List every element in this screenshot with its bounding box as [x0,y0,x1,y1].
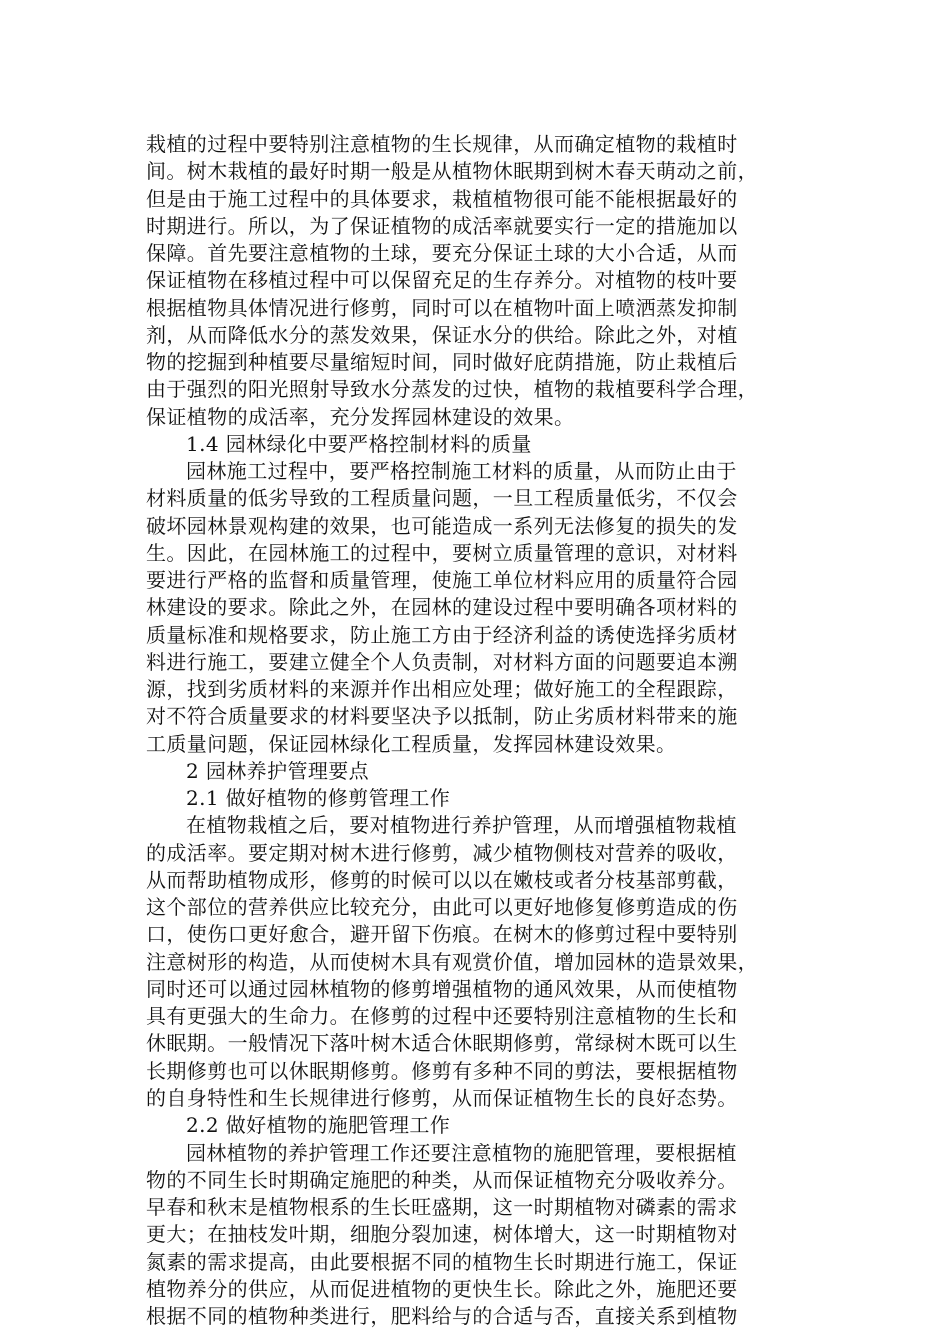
paragraph-line: 保证植物在移植过程中可以保留充足的生存养分。对植物的枝叶要 [146,268,738,293]
paragraph-line: 源，找到劣质材料的来源并作出相应处理；做好施工的全程跟踪， [146,677,738,702]
paragraph-line: 材料质量的低劣导致的工程质量问题，一旦工程质量低劣，不仅会 [146,486,738,511]
paragraph-line: 但是由于施工过程中的具体要求，栽植植物很可能不能根据最好的 [146,186,738,211]
paragraph-line: 栽植的过程中要特别注意植物的生长规律，从而确定植物的栽植时 [146,132,738,156]
paragraph-line: 由于强烈的阳光照射导致水分蒸发的过快，植物的栽植要科学合理， [146,377,758,402]
section-heading-1-4: 1.4 园林绿化中要严格控制材料的质量 [186,431,532,456]
paragraph-line: 剂，从而降低水分的蒸发效果，保证水分的供给。除此之外，对植 [146,322,738,347]
section-heading-2-1: 2.1 做好植物的修剪管理工作 [186,786,451,811]
paragraph-line: 生。因此，在园林施工的过程中，要树立质量管理的意识，对材料 [146,540,738,565]
paragraph-line: 长期修剪也可以休眠期修剪。修剪有多种不同的剪法，要根据植物 [146,1058,738,1083]
paragraph-line: 保障。首先要注意植物的土球，要充分保证土球的大小合适，从而 [146,241,738,265]
paragraph-line: 休眠期。一般情况下落叶树木适合休眠期修剪，常绿树木既可以生 [146,1031,738,1056]
paragraph-line: 保证植物的成活率，充分发挥园林建设的效果。 [146,404,575,429]
paragraph-line: 时期进行。所以，为了保证植物的成活率就要实行一定的措施加以 [146,213,738,238]
paragraph-line: 植物养分的供应，从而促进植物的更快生长。除此之外，施肥还要 [146,1276,738,1301]
paragraph-line: 这个部位的营养供应比较充分，由此可以更好地修复修剪造成的伤 [146,895,738,920]
section-heading-2: 2 园林养护管理要点 [186,758,370,783]
paragraph-line: 根据植物具体情况进行修剪，同时可以在植物叶面上喷洒蒸发抑制 [146,295,738,320]
paragraph-line: 间。树木栽植的最好时期一般是从植物休眠期到树木春天萌动之前， [146,159,758,184]
paragraph-line: 工质量问题，保证园林绿化工程质量，发挥园林建设效果。 [146,731,677,756]
paragraph-line: 注意树形的构造，从而使树木具有观赏价值，增加园林的造景效果， [146,949,758,974]
paragraph-line: 要进行严格的监督和质量管理，使施工单位材料应用的质量符合园 [146,568,738,593]
paragraph-line: 更大；在抽枝发叶期，细胞分裂加速，树体增大，这一时期植物对 [146,1222,738,1247]
paragraph-first-line: 园林植物的养护管理工作还要注意植物的施肥管理，要根据植 [186,1140,737,1165]
paragraph-line: 的自身特性和生长规律进行修剪，从而保证植物生长的良好态势。 [146,1086,738,1110]
paragraph-line: 的成活率。要定期对树木进行修剪，减少植物侧枝对营养的吸收， [146,840,738,865]
paragraph-line: 破坏园林景观构建的效果，也可能造成一系列无法修复的损失的发 [146,513,738,538]
paragraph-line: 对不符合质量要求的材料要坚决予以抵制，防止劣质材料带来的施 [146,704,738,729]
paragraph-first-line: 在植物栽植之后，要对植物进行养护管理，从而增强植物栽植 [186,813,737,838]
paragraph-line: 物的不同生长时期确定施肥的种类，从而保证植物充分吸收养分。 [146,1167,738,1192]
paragraph-line: 从而帮助植物成形，修剪的时候可以以在嫩枝或者分枝基部剪截， [146,867,738,892]
paragraph-line: 同时还可以通过园林植物的修剪增强植物的通风效果，从而使植物 [146,976,738,1001]
paragraph-line: 口，使伤口更好愈合，避开留下伤痕。在树木的修剪过程中要特别 [146,922,738,947]
paragraph-line: 早春和秋末是植物根系的生长旺盛期，这一时期植物对磷素的需求 [146,1195,738,1219]
paragraph-line: 林建设的要求。除此之外，在园林的建设过程中要明确各项材料的 [146,595,738,620]
section-heading-2-2: 2.2 做好植物的施肥管理工作 [186,1113,451,1138]
paragraph-line: 氮素的需求提高，由此要根据不同的植物生长时期进行施工，保证 [146,1249,738,1274]
paragraph-line: 具有更强大的生命力。在修剪的过程中还要特别注意植物的生长和 [146,1004,738,1029]
paragraph-line: 料进行施工，要建立健全个人负责制，对材料方面的问题要追本溯 [146,649,738,674]
paragraph-line: 根据不同的植物种类进行，肥料给与的合适与否，直接关系到植物 [146,1304,738,1328]
paragraph-line: 物的挖掘到种植要尽量缩短时间，同时做好庇荫措施，防止栽植后 [146,350,738,374]
paragraph-line: 质量标准和规格要求，防止施工方由于经济利益的诱使选择劣质材 [146,622,738,647]
paragraph-first-line: 园林施工过程中，要严格控制施工材料的质量，从而防止由于 [186,459,737,484]
